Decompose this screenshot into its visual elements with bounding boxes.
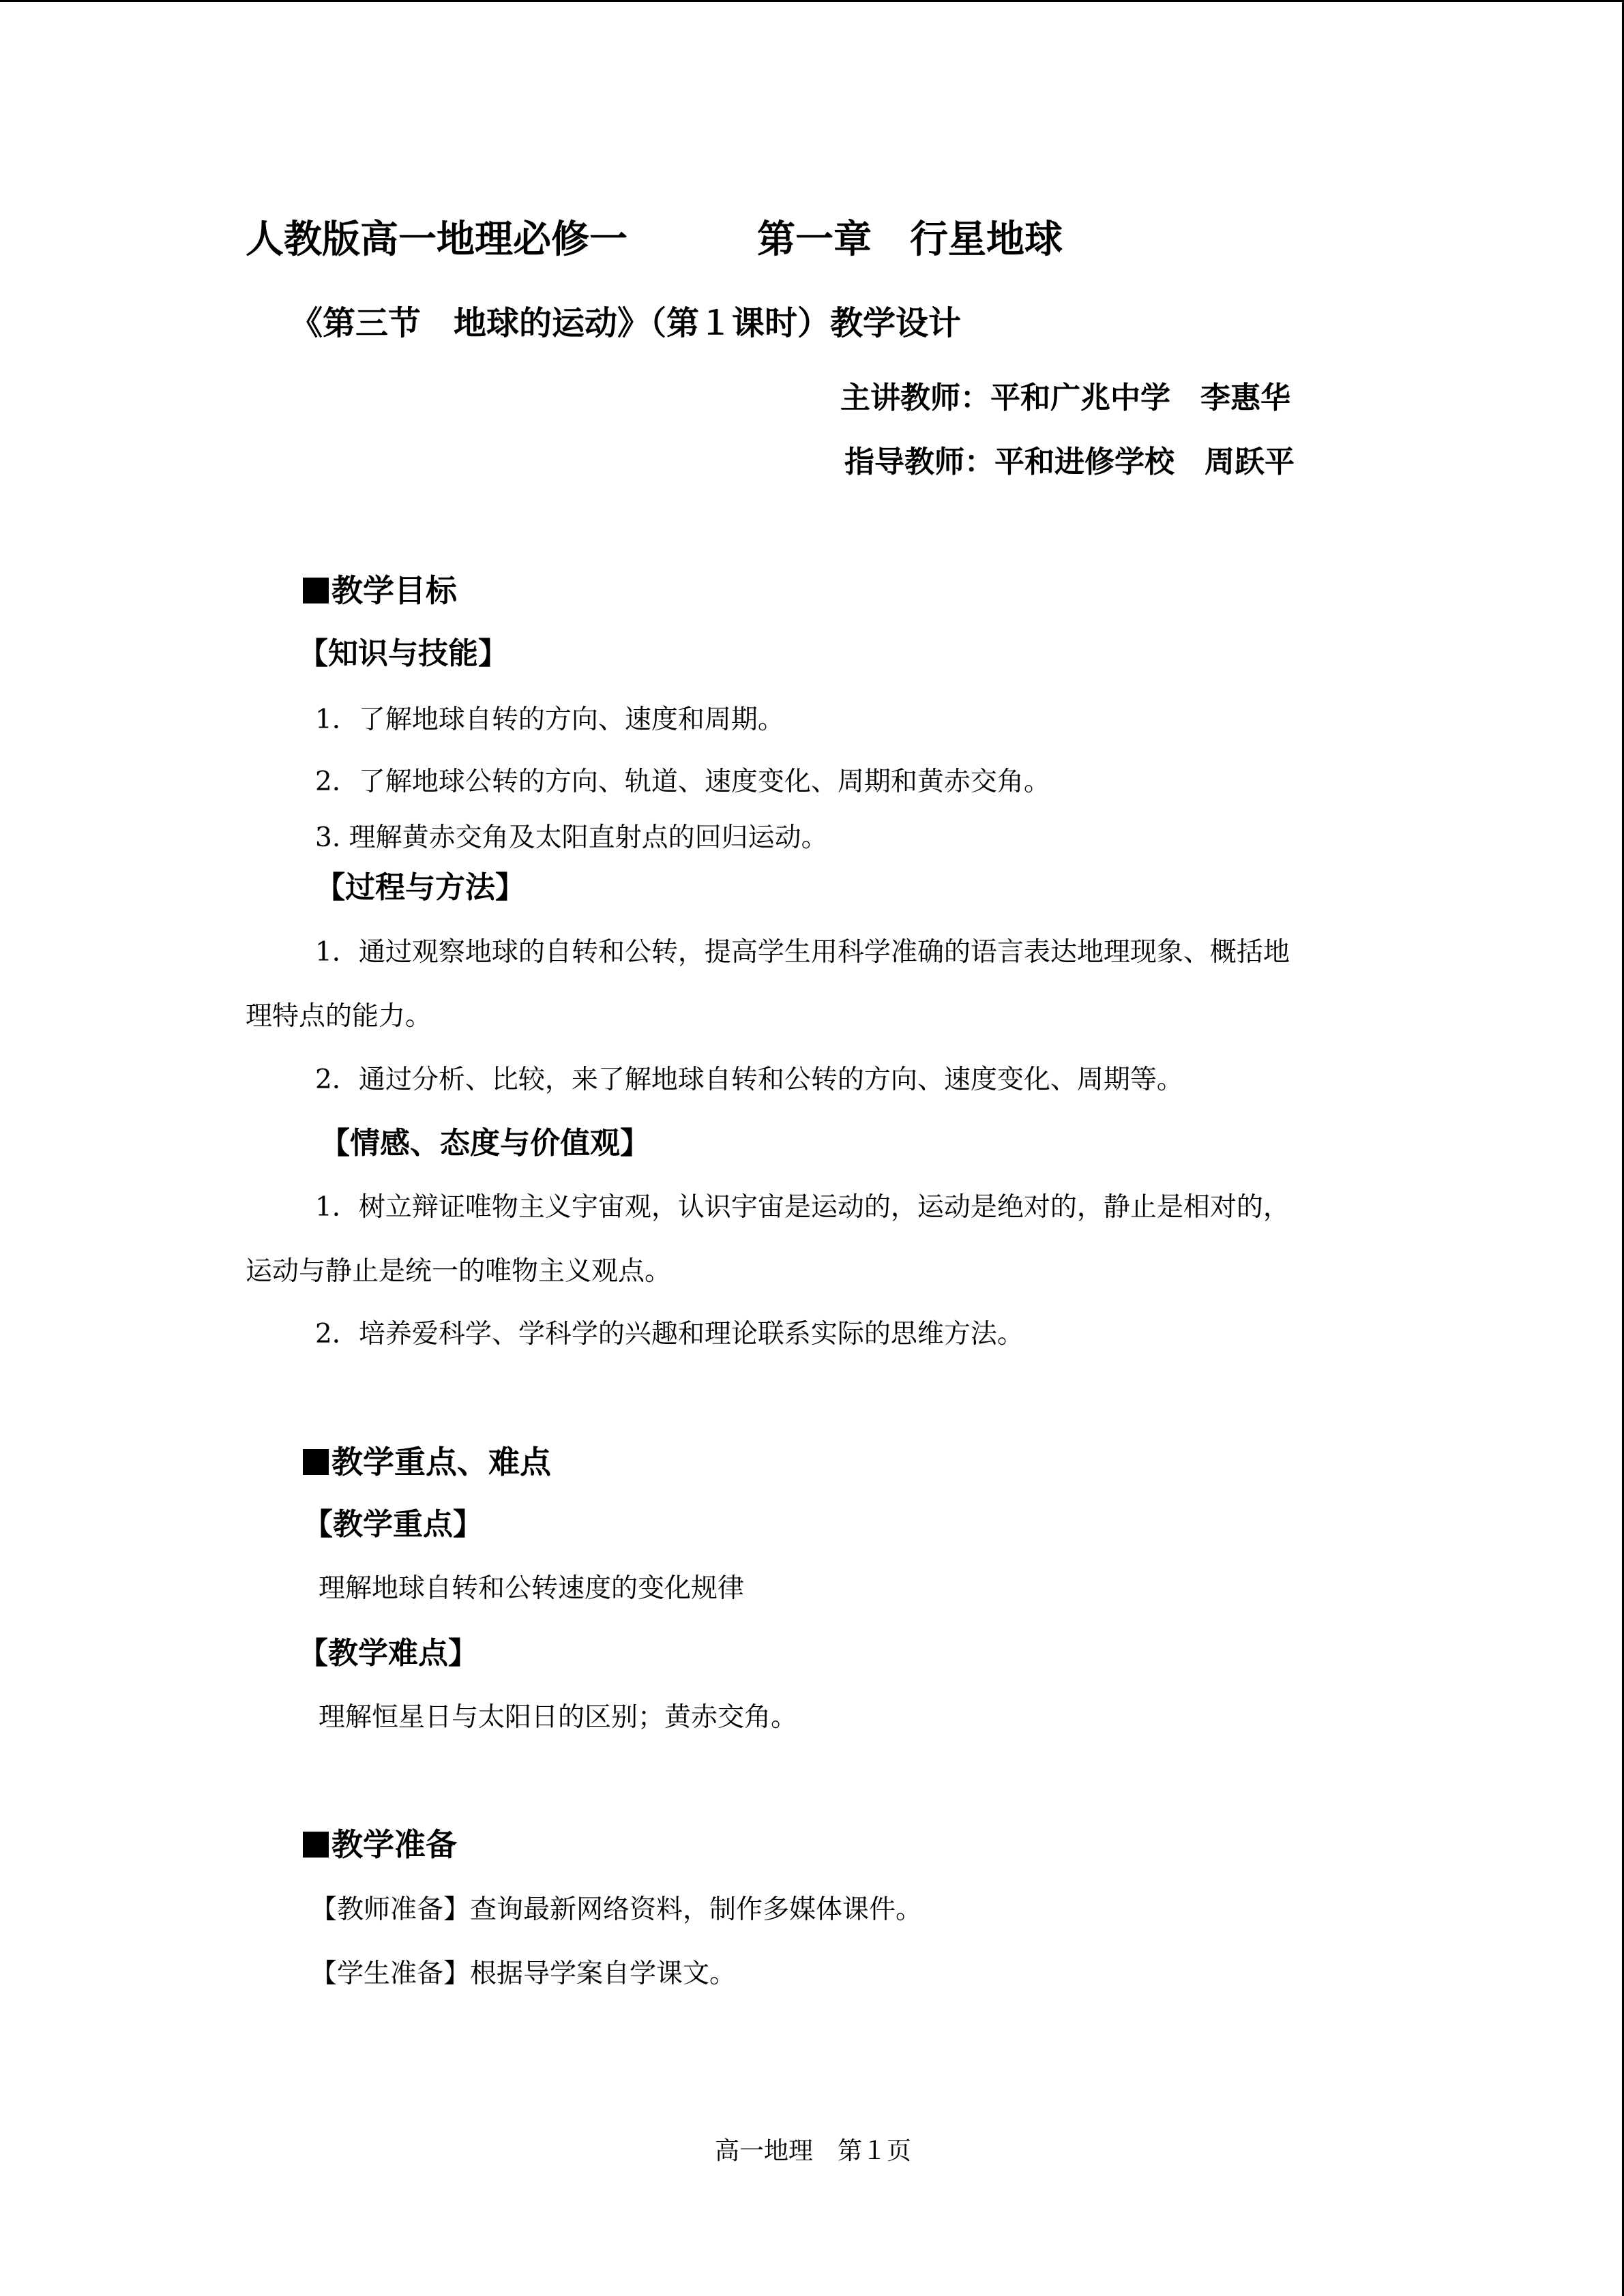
doc-subtitle: 《第三节 地球的运动》（第１课时）教学设计: [290, 304, 962, 342]
section-heading-key-points: 教学重点、难点: [303, 1446, 551, 1478]
section-heading-preparation: 教学准备: [303, 1829, 457, 1860]
paragraph-line: 理特点的能力。: [246, 1001, 432, 1032]
square-bullet-icon: [303, 578, 329, 603]
doc-title-right: 第一章 行星地球: [757, 218, 1063, 262]
paragraph-line: 理解地球自转和公转速度的变化规律: [319, 1573, 745, 1604]
subheading-focus: 【教学重点】: [303, 1507, 483, 1542]
list-item: 2．了解地球公转的方向、轨道、速度变化、周期和黄赤交角。: [315, 766, 1050, 797]
subheading-knowledge: 【知识与技能】: [298, 636, 508, 671]
subheading-difficulty: 【教学难点】: [298, 1636, 478, 1671]
paragraph-line: 1．树立辩证唯物主义宇宙观，认识宇宙是运动的，运动是绝对的，静止是相对的，: [315, 1192, 1290, 1223]
paragraph-line: 理解恒星日与太阳日的区别；黄赤交角。: [319, 1702, 798, 1733]
lecturer-line: 主讲教师：平和广兆中学 李惠华: [840, 381, 1290, 415]
doc-title-left: 人教版高一地理必修一: [246, 218, 628, 262]
subheading-process: 【过程与方法】: [315, 870, 525, 905]
paragraph-line: 运动与静止是统一的唯物主义观点。: [246, 1256, 672, 1287]
paragraph-line: 2．通过分析、比较，来了解地球自转和公转的方向、速度变化、周期等。: [315, 1064, 1183, 1095]
section-heading-objectives: 教学目标: [303, 575, 457, 606]
advisor-line: 指导教师：平和进修学校 周跃平: [844, 445, 1295, 479]
paragraph-line: 【学生准备】根据导学案自学课文。: [310, 1958, 737, 1989]
paragraph-line: 2．培养爱科学、学科学的兴趣和理论联系实际的思维方法。: [315, 1319, 1024, 1350]
paragraph-line: 【教师准备】查询最新网络资料，制作多媒体课件。: [310, 1894, 923, 1925]
list-item: 3. 理解黄赤交角及太阳直射点的回归运动。: [315, 822, 828, 853]
list-item: 1．了解地球自转的方向、速度和周期。: [315, 704, 784, 735]
paragraph-line: 1．通过观察地球的自转和公转，提高学生用科学准确的语言表达地理现象、概括地: [315, 937, 1290, 968]
subheading-emotion: 【情感、态度与价值观】: [320, 1126, 650, 1161]
page-border-top: [0, 0, 1624, 2]
page-footer: 高一地理 第１页: [715, 2137, 912, 2165]
square-bullet-icon: [303, 1832, 329, 1858]
square-bullet-icon: [303, 1449, 329, 1475]
